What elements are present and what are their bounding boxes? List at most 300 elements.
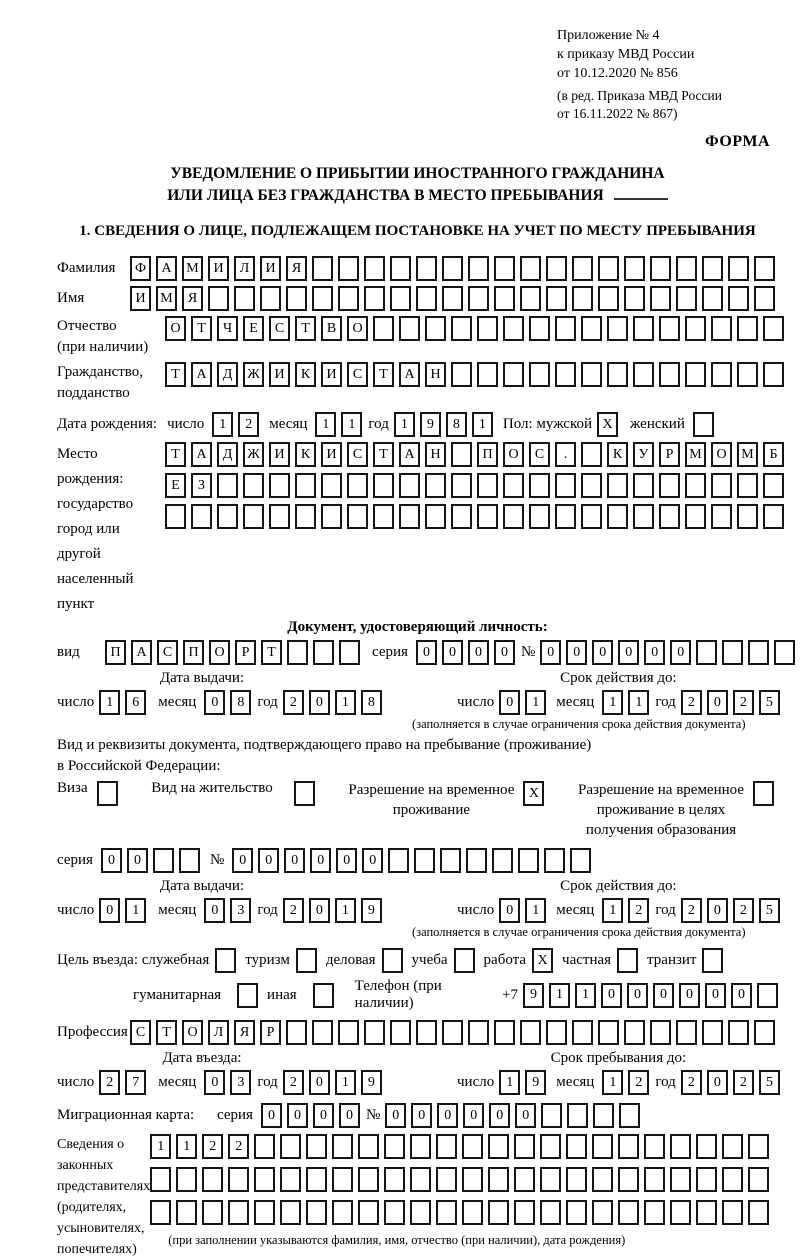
char-cell[interactable]: С (529, 442, 550, 467)
char-cell[interactable] (492, 848, 513, 873)
char-cell[interactable] (388, 848, 409, 873)
purpose-study-checkbox[interactable] (454, 948, 475, 973)
char-cell[interactable] (466, 848, 487, 873)
char-cell[interactable] (332, 1134, 353, 1159)
char-cell[interactable] (650, 286, 671, 311)
char-cell[interactable]: 0 (385, 1103, 406, 1128)
identity-valid-month-cells[interactable] (602, 690, 649, 715)
char-cell[interactable]: 9 (361, 1070, 382, 1095)
char-cell[interactable] (373, 316, 394, 341)
char-cell[interactable] (503, 504, 524, 529)
char-cell[interactable] (607, 316, 628, 341)
char-cell[interactable]: А (131, 640, 152, 665)
char-cell[interactable] (358, 1200, 379, 1225)
char-cell[interactable] (763, 362, 784, 387)
char-cell[interactable] (581, 442, 602, 467)
char-cell[interactable] (468, 1020, 489, 1045)
char-cell[interactable] (390, 256, 411, 281)
char-cell[interactable]: С (269, 316, 290, 341)
char-cell[interactable] (503, 473, 524, 498)
char-cell[interactable]: Т (165, 362, 186, 387)
char-cell[interactable] (488, 1200, 509, 1225)
char-cell[interactable] (676, 286, 697, 311)
residence-valid-year-cells[interactable] (681, 898, 780, 923)
char-cell[interactable]: 0 (705, 983, 726, 1008)
char-cell[interactable]: 0 (287, 1103, 308, 1128)
char-cell[interactable] (468, 256, 489, 281)
char-cell[interactable] (217, 504, 238, 529)
char-cell[interactable]: 0 (463, 1103, 484, 1128)
char-cell[interactable] (295, 473, 316, 498)
char-cell[interactable] (633, 316, 654, 341)
char-cell[interactable]: 2 (681, 898, 702, 923)
char-cell[interactable] (454, 948, 475, 973)
identity-issue-day-cells[interactable] (99, 690, 146, 715)
gender-male-checkbox[interactable] (597, 412, 618, 437)
temp-residence-checkbox[interactable] (523, 781, 544, 806)
char-cell[interactable]: 1 (628, 690, 649, 715)
char-cell[interactable]: 0 (101, 848, 122, 873)
identity-kind-cells[interactable] (105, 640, 360, 665)
char-cell[interactable]: 3 (230, 898, 251, 923)
char-cell[interactable]: 1 (525, 690, 546, 715)
char-cell[interactable]: 2 (99, 1070, 120, 1095)
char-cell[interactable] (763, 504, 784, 529)
char-cell[interactable] (416, 256, 437, 281)
char-cell[interactable] (436, 1134, 457, 1159)
char-cell[interactable] (541, 1103, 562, 1128)
char-cell[interactable] (566, 1167, 587, 1192)
char-cell[interactable] (757, 983, 778, 1008)
char-cell[interactable]: Т (373, 362, 394, 387)
char-cell[interactable]: 1 (176, 1134, 197, 1159)
char-cell[interactable] (737, 504, 758, 529)
char-cell[interactable] (436, 1200, 457, 1225)
residence-issue-year-cells[interactable] (283, 898, 382, 923)
char-cell[interactable]: 2 (733, 898, 754, 923)
char-cell[interactable]: О (503, 442, 524, 467)
char-cell[interactable]: 0 (127, 848, 148, 873)
char-cell[interactable] (347, 504, 368, 529)
char-cell[interactable] (451, 473, 472, 498)
char-cell[interactable] (774, 640, 795, 665)
char-cell[interactable] (280, 1167, 301, 1192)
char-cell[interactable]: Р (260, 1020, 281, 1045)
char-cell[interactable]: 0 (499, 690, 520, 715)
char-cell[interactable] (425, 504, 446, 529)
char-cell[interactable] (451, 316, 472, 341)
char-cell[interactable]: 1 (602, 690, 623, 715)
entry-month-cells[interactable] (204, 1070, 251, 1095)
purpose-transit-checkbox[interactable] (702, 948, 723, 973)
char-cell[interactable] (659, 316, 680, 341)
birth-place-row3[interactable] (165, 504, 784, 529)
migration-number-cells[interactable] (385, 1103, 640, 1128)
residence-issue-day-cells[interactable] (99, 898, 146, 923)
char-cell[interactable] (153, 848, 174, 873)
residence-series-cells[interactable] (101, 848, 200, 873)
char-cell[interactable]: Т (156, 1020, 177, 1045)
char-cell[interactable] (702, 286, 723, 311)
char-cell[interactable] (581, 362, 602, 387)
char-cell[interactable]: 1 (602, 1070, 623, 1095)
char-cell[interactable] (624, 286, 645, 311)
char-cell[interactable] (414, 848, 435, 873)
char-cell[interactable] (572, 256, 593, 281)
char-cell[interactable]: 0 (411, 1103, 432, 1128)
char-cell[interactable] (442, 256, 463, 281)
identity-series-cells[interactable] (416, 640, 515, 665)
char-cell[interactable] (520, 256, 541, 281)
birth-place-row1[interactable] (165, 442, 784, 467)
char-cell[interactable]: Т (373, 442, 394, 467)
temp-residence-edu-checkbox[interactable] (753, 781, 774, 806)
char-cell[interactable] (312, 286, 333, 311)
char-cell[interactable]: 0 (618, 640, 639, 665)
char-cell[interactable]: 0 (442, 640, 463, 665)
char-cell[interactable] (693, 412, 714, 437)
char-cell[interactable] (338, 286, 359, 311)
char-cell[interactable] (529, 504, 550, 529)
phone-cells[interactable] (523, 983, 778, 1008)
purpose-business-checkbox[interactable] (215, 948, 236, 973)
char-cell[interactable]: Я (182, 286, 203, 311)
char-cell[interactable]: 0 (416, 640, 437, 665)
char-cell[interactable] (228, 1200, 249, 1225)
char-cell[interactable] (555, 473, 576, 498)
char-cell[interactable]: Ж (243, 362, 264, 387)
char-cell[interactable] (711, 504, 732, 529)
char-cell[interactable]: 0 (309, 898, 330, 923)
purpose-tourism-checkbox[interactable] (296, 948, 317, 973)
representatives-row3[interactable] (150, 1200, 769, 1225)
char-cell[interactable]: 0 (309, 690, 330, 715)
char-cell[interactable] (390, 286, 411, 311)
residence-valid-month-cells[interactable] (602, 898, 649, 923)
char-cell[interactable]: Л (208, 1020, 229, 1045)
purpose-other-checkbox[interactable] (313, 983, 334, 1008)
char-cell[interactable] (572, 286, 593, 311)
char-cell[interactable] (373, 504, 394, 529)
char-cell[interactable] (644, 1134, 665, 1159)
stay-month-cells[interactable] (602, 1070, 649, 1095)
citizenship-cells[interactable] (165, 362, 784, 387)
char-cell[interactable] (416, 286, 437, 311)
char-cell[interactable] (644, 1167, 665, 1192)
char-cell[interactable]: А (191, 442, 212, 467)
char-cell[interactable]: И (269, 362, 290, 387)
char-cell[interactable]: 9 (525, 1070, 546, 1095)
char-cell[interactable] (618, 1200, 639, 1225)
char-cell[interactable] (306, 1167, 327, 1192)
char-cell[interactable] (546, 286, 567, 311)
char-cell[interactable]: 0 (707, 690, 728, 715)
char-cell[interactable] (676, 1020, 697, 1045)
char-cell[interactable]: 0 (644, 640, 665, 665)
char-cell[interactable] (607, 362, 628, 387)
char-cell[interactable] (179, 848, 200, 873)
char-cell[interactable] (754, 286, 775, 311)
char-cell[interactable] (280, 1134, 301, 1159)
char-cell[interactable]: X (523, 781, 544, 806)
char-cell[interactable]: 0 (284, 848, 305, 873)
identity-number-cells[interactable] (540, 640, 795, 665)
char-cell[interactable]: 0 (601, 983, 622, 1008)
char-cell[interactable] (566, 1134, 587, 1159)
char-cell[interactable] (97, 781, 118, 806)
char-cell[interactable] (607, 504, 628, 529)
char-cell[interactable]: 8 (446, 412, 467, 437)
char-cell[interactable] (570, 848, 591, 873)
char-cell[interactable] (269, 504, 290, 529)
char-cell[interactable]: Я (234, 1020, 255, 1045)
char-cell[interactable]: 2 (283, 898, 304, 923)
char-cell[interactable]: Н (425, 442, 446, 467)
char-cell[interactable]: И (130, 286, 151, 311)
char-cell[interactable]: 1 (525, 898, 546, 923)
char-cell[interactable]: И (269, 442, 290, 467)
char-cell[interactable] (540, 1200, 561, 1225)
char-cell[interactable] (696, 640, 717, 665)
char-cell[interactable] (650, 1020, 671, 1045)
entry-day-cells[interactable] (99, 1070, 146, 1095)
char-cell[interactable]: 1 (472, 412, 493, 437)
char-cell[interactable] (295, 504, 316, 529)
char-cell[interactable] (313, 640, 334, 665)
char-cell[interactable] (650, 256, 671, 281)
char-cell[interactable]: С (347, 362, 368, 387)
char-cell[interactable] (358, 1134, 379, 1159)
char-cell[interactable] (451, 504, 472, 529)
char-cell[interactable] (659, 362, 680, 387)
char-cell[interactable] (520, 286, 541, 311)
char-cell[interactable] (321, 504, 342, 529)
char-cell[interactable]: 2 (238, 412, 259, 437)
char-cell[interactable] (676, 256, 697, 281)
char-cell[interactable] (592, 1167, 613, 1192)
identity-issue-year-cells[interactable] (283, 690, 382, 715)
char-cell[interactable]: О (711, 442, 732, 467)
char-cell[interactable]: 1 (335, 898, 356, 923)
char-cell[interactable] (702, 1020, 723, 1045)
char-cell[interactable]: 6 (125, 690, 146, 715)
char-cell[interactable]: 0 (679, 983, 700, 1008)
char-cell[interactable] (451, 442, 472, 467)
char-cell[interactable] (280, 1200, 301, 1225)
char-cell[interactable] (722, 1167, 743, 1192)
char-cell[interactable]: 0 (204, 690, 225, 715)
char-cell[interactable] (338, 256, 359, 281)
char-cell[interactable]: 0 (309, 1070, 330, 1095)
char-cell[interactable] (254, 1134, 275, 1159)
char-cell[interactable] (696, 1200, 717, 1225)
char-cell[interactable] (399, 473, 420, 498)
char-cell[interactable] (364, 256, 385, 281)
char-cell[interactable]: А (191, 362, 212, 387)
char-cell[interactable] (546, 1020, 567, 1045)
char-cell[interactable]: Е (165, 473, 186, 498)
char-cell[interactable]: А (399, 362, 420, 387)
char-cell[interactable]: 1 (394, 412, 415, 437)
identity-valid-year-cells[interactable] (681, 690, 780, 715)
char-cell[interactable] (503, 316, 524, 341)
char-cell[interactable] (462, 1134, 483, 1159)
char-cell[interactable] (572, 1020, 593, 1045)
birth-year-cells[interactable] (394, 412, 493, 437)
char-cell[interactable]: 0 (592, 640, 613, 665)
char-cell[interactable]: П (477, 442, 498, 467)
char-cell[interactable] (243, 473, 264, 498)
char-cell[interactable]: И (260, 256, 281, 281)
char-cell[interactable] (644, 1200, 665, 1225)
char-cell[interactable] (728, 256, 749, 281)
char-cell[interactable]: 1 (602, 898, 623, 923)
char-cell[interactable] (202, 1167, 223, 1192)
char-cell[interactable] (593, 1103, 614, 1128)
residence-valid-day-cells[interactable] (499, 898, 546, 923)
char-cell[interactable]: 2 (681, 1070, 702, 1095)
char-cell[interactable]: Е (243, 316, 264, 341)
char-cell[interactable] (468, 286, 489, 311)
char-cell[interactable] (737, 473, 758, 498)
char-cell[interactable]: 2 (681, 690, 702, 715)
char-cell[interactable]: 0 (310, 848, 331, 873)
char-cell[interactable] (619, 1103, 640, 1128)
representatives-row2[interactable] (150, 1167, 769, 1192)
char-cell[interactable] (477, 316, 498, 341)
char-cell[interactable] (685, 362, 706, 387)
purpose-private-checkbox[interactable] (617, 948, 638, 973)
char-cell[interactable]: 1 (125, 898, 146, 923)
char-cell[interactable] (462, 1200, 483, 1225)
char-cell[interactable] (748, 1200, 769, 1225)
char-cell[interactable]: X (597, 412, 618, 437)
char-cell[interactable]: З (191, 473, 212, 498)
char-cell[interactable] (748, 1134, 769, 1159)
char-cell[interactable]: М (685, 442, 706, 467)
char-cell[interactable]: И (321, 362, 342, 387)
char-cell[interactable]: О (165, 316, 186, 341)
char-cell[interactable] (607, 473, 628, 498)
char-cell[interactable]: Ж (243, 442, 264, 467)
char-cell[interactable] (442, 286, 463, 311)
char-cell[interactable] (410, 1167, 431, 1192)
purpose-commercial-checkbox[interactable] (382, 948, 403, 973)
residence-issue-month-cells[interactable] (204, 898, 251, 923)
char-cell[interactable]: 0 (489, 1103, 510, 1128)
char-cell[interactable] (633, 504, 654, 529)
char-cell[interactable] (382, 948, 403, 973)
char-cell[interactable] (722, 640, 743, 665)
char-cell[interactable] (514, 1200, 535, 1225)
char-cell[interactable] (208, 286, 229, 311)
char-cell[interactable]: 1 (549, 983, 570, 1008)
char-cell[interactable]: 0 (540, 640, 561, 665)
char-cell[interactable] (555, 316, 576, 341)
char-cell[interactable]: 0 (670, 640, 691, 665)
char-cell[interactable] (338, 1020, 359, 1045)
char-cell[interactable] (728, 1020, 749, 1045)
char-cell[interactable] (544, 848, 565, 873)
char-cell[interactable]: 2 (283, 690, 304, 715)
char-cell[interactable]: 0 (437, 1103, 458, 1128)
char-cell[interactable] (176, 1200, 197, 1225)
char-cell[interactable]: 0 (204, 898, 225, 923)
char-cell[interactable]: 1 (212, 412, 233, 437)
char-cell[interactable] (598, 1020, 619, 1045)
char-cell[interactable] (234, 286, 255, 311)
char-cell[interactable] (711, 362, 732, 387)
char-cell[interactable]: 2 (228, 1134, 249, 1159)
char-cell[interactable]: К (295, 442, 316, 467)
char-cell[interactable] (237, 983, 258, 1008)
char-cell[interactable] (410, 1134, 431, 1159)
char-cell[interactable]: 0 (731, 983, 752, 1008)
char-cell[interactable] (384, 1200, 405, 1225)
char-cell[interactable] (254, 1200, 275, 1225)
profession-cells[interactable] (130, 1020, 775, 1045)
char-cell[interactable] (722, 1134, 743, 1159)
char-cell[interactable] (150, 1167, 171, 1192)
char-cell[interactable]: У (633, 442, 654, 467)
char-cell[interactable] (618, 1134, 639, 1159)
char-cell[interactable] (659, 504, 680, 529)
char-cell[interactable]: М (737, 442, 758, 467)
char-cell[interactable]: 9 (523, 983, 544, 1008)
char-cell[interactable]: 0 (494, 640, 515, 665)
char-cell[interactable]: Я (286, 256, 307, 281)
char-cell[interactable]: И (321, 442, 342, 467)
char-cell[interactable] (451, 362, 472, 387)
char-cell[interactable]: О (209, 640, 230, 665)
identity-valid-day-cells[interactable] (499, 690, 546, 715)
char-cell[interactable] (442, 1020, 463, 1045)
char-cell[interactable]: О (182, 1020, 203, 1045)
char-cell[interactable] (546, 256, 567, 281)
char-cell[interactable] (567, 1103, 588, 1128)
char-cell[interactable]: О (347, 316, 368, 341)
char-cell[interactable]: 8 (230, 690, 251, 715)
char-cell[interactable] (425, 316, 446, 341)
representatives-row1[interactable] (150, 1134, 769, 1159)
char-cell[interactable]: 0 (362, 848, 383, 873)
char-cell[interactable] (364, 1020, 385, 1045)
stay-year-cells[interactable] (681, 1070, 780, 1095)
char-cell[interactable] (529, 362, 550, 387)
surname-cells[interactable] (130, 256, 775, 281)
char-cell[interactable]: 1 (315, 412, 336, 437)
char-cell[interactable] (191, 504, 212, 529)
char-cell[interactable] (503, 362, 524, 387)
char-cell[interactable] (540, 1134, 561, 1159)
char-cell[interactable]: 0 (707, 898, 728, 923)
char-cell[interactable]: Н (425, 362, 446, 387)
identity-issue-month-cells[interactable] (204, 690, 251, 715)
char-cell[interactable] (737, 316, 758, 341)
char-cell[interactable]: 0 (627, 983, 648, 1008)
char-cell[interactable]: 0 (261, 1103, 282, 1128)
char-cell[interactable] (670, 1167, 691, 1192)
char-cell[interactable]: С (130, 1020, 151, 1045)
char-cell[interactable]: Л (234, 256, 255, 281)
char-cell[interactable] (494, 256, 515, 281)
char-cell[interactable] (425, 473, 446, 498)
char-cell[interactable]: А (156, 256, 177, 281)
char-cell[interactable]: Р (235, 640, 256, 665)
char-cell[interactable] (514, 1134, 535, 1159)
char-cell[interactable] (624, 1020, 645, 1045)
char-cell[interactable] (332, 1167, 353, 1192)
